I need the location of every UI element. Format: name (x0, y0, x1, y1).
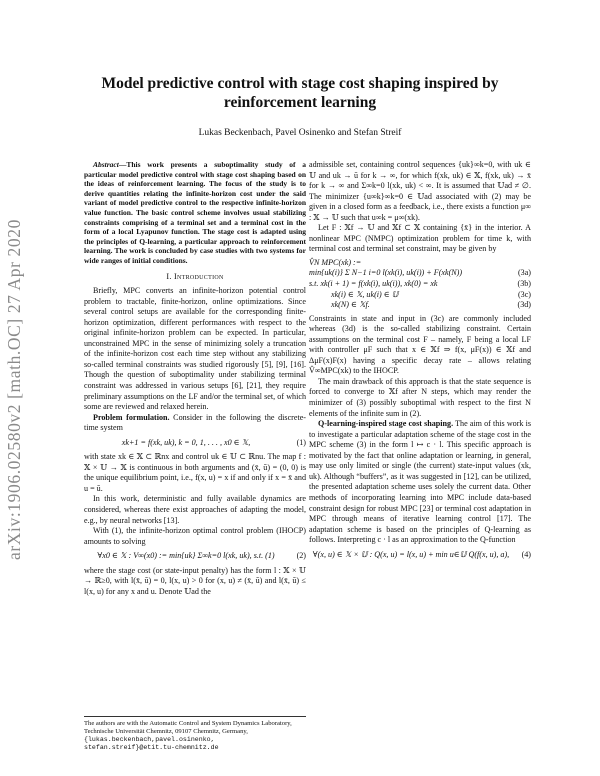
paragraph-text: The aim of this work is to investigate a particular adaptation scheme of the stage cost in the MPC scheme (3) in the form l ↦ c · l. This specific approach is motivated by the fact that online adaptation or learning, in general, may use only limited or single (the current) state-input values (xk, uk). Although “buffers”, as it was suggested in [12], can be utilized, the presented adaptation scheme uses solely the current data. Other methods of incorporating learning into MPC include data-based constraint design for robust MPC [23] or terminal cost adaptation in MPC through means of iterative learning control [17]. The adaptation scheme is based on the principles of Q-learning as follows. Interpreting c · l as an approximation to the Q-function (309, 419, 531, 545)
equation-body: ∀x0 ∈ 𝕏 : V∞(x0) := min{uk} Σ∞k=0 l(xk, uk), s.t. (1) (97, 551, 275, 561)
left-column (84, 160, 306, 597)
footnote-text: The authors are with the Automatic Control and System Dynamics Laboratory, Technische Universität Chemnitz, 09107 Chemnitz, Germany, (84, 720, 292, 735)
paragraph: Briefly, MPC converts an infinite-horizon potential control problem to tractable, finite-horizon, online optimizations. Since several control setups are available for the corresponding finite-horizon optimization, different performances with respect to the original infinite-horizon problem can be expected. In particular, unconstrained MPC in the sense of minimizing solely a truncation of the infinite-horizon cost each time step without any stabilizing so-called terminal constraints was studied rigorously [5], [9], [16]. Though the question of suboptimality under stabilizing terminal constraint was addressed in various setups [6], [21], they require preliminary assumptions on the LF and/or the terminal set, of which some are reviewed and relaxed herein. (84, 286, 306, 412)
equation-1 (84, 438, 306, 449)
equation-number: (3d) (517, 300, 531, 310)
abstract (84, 160, 306, 266)
paragraph: With (1), the infinite-horizon optimal control problem (IHOCP) amounts to solving (84, 526, 306, 546)
section-heading: I. Introduction (166, 271, 224, 281)
equation-line (309, 279, 531, 290)
equation-body: xk+1 = f(xk, uk), k = 0, 1, . . . , x0 ∈ 𝕏, (121, 437, 251, 447)
abstract-text: —This work presents a suboptimality study of a particular model predictive control with stage cost shaping based on the ideas of reinforcement learning. The focus of the study is to derive quantities relating the infinite-horizon cost under the said variant of model predictive control to the respective infinite-horizon value function. The basic control scheme involves usual stabilizing constraints comprising of a terminal set and a terminal cost in the form of a local Lyapunov function. The stage cost is adapted using the principles of Q-learning, a particular approach to reinforcement learning. The work is concluded by case studies with two systems for wide ranges of initial conditions. (84, 160, 306, 265)
paper-authors: Lukas Beckenbach, Pavel Osinenko and Stefan Streif (198, 128, 402, 138)
equation-head: V̂N MPC(xk) := (309, 257, 362, 267)
equation-body: min{uk(i)} Σ N−1 i=0 l(xk(i), uk(i)) + F(xk(N)) (309, 268, 463, 278)
arxiv-identifier: arXiv:1906.02580v2 [math.OC] 27 Apr 2020 (4, 219, 24, 560)
equation-line (309, 268, 531, 279)
equation-number: (3c) (517, 289, 531, 299)
equation-number: (3a) (517, 268, 531, 278)
paragraph: admissible set, containing control sequences {uk}∞k=0, with uk ∈ 𝕌 and uk → ū for k → ∞, for which f(xk, uk) ∈ 𝕏, f(xk, uk) → x̄ for k → ∞ and Σ∞k=0 l(xk, uk) < ∞. It is assumed that 𝕌ad ≠ ∅. The minimizer {u∞k}∞k=0 ∈ 𝕌ad associated with (2) may be given in a closed form as a feedback, i.e., there exists a function μ∞ : 𝕏 → 𝕌 such that u∞k = μ∞(xk). (309, 160, 531, 222)
paragraph (84, 413, 306, 434)
footnote (84, 716, 306, 752)
equation-number: (4) (521, 549, 531, 559)
paragraph: Constraints in state and input in (3c) are commonly included whereas (3d) is the so-called stabilizing constraint. Certain assumptions on the terminal cost F – namely, F being a local LF with controller μF such that x ∈ 𝕏f ⇒ f(x, μF(x)) ∈ 𝕏f and ΔμF(x)F(x) having a specific decay rate – allows relating V̂∞MPC(xk) to the IHOCP. (309, 313, 531, 376)
equation-4 (309, 550, 531, 561)
run-in-heading: Problem formulation. (93, 412, 170, 422)
paragraph (309, 419, 531, 546)
equation-line (309, 290, 531, 301)
equation-2 (84, 551, 306, 562)
equation-3 (309, 258, 531, 311)
equation-body: ∀(x, u) ∈ 𝕏 × 𝕌 : Q(x, u) = l(x, u) + min u∈𝕌 Q(f(x, u), a), (312, 549, 510, 559)
paragraph: Let F : 𝕏f → 𝕌 and 𝕏f ⊂ 𝕏 containing {x̄} in the interior. A nonlinear MPC (NMPC) optimization problem for time k, with terminal cost and terminal set constraint, may be given by (309, 223, 531, 254)
paragraph-text: Consider in the following the discrete-time system (84, 412, 306, 433)
equation-body: xk(N) ∈ 𝕏f. (331, 300, 370, 310)
equation-body: s.t. xk(i + 1) = f(xk(i), uk(i)), xk(0) = xk (309, 279, 438, 289)
paragraph: The main drawback of this approach is that the state sequence is forced to converge to 𝕏f after N steps, which may render the minimizer of (3) possibly suboptimal with respect to the first N elements of the infinite sum in (2). (309, 376, 531, 418)
equation-line (309, 300, 531, 311)
paper-title: Model predictive control with stage cost shaping inspired by reinforcement learning (101, 75, 499, 111)
paragraph: In this work, deterministic and fully available dynamics are considered, whereas there exist approaches of adapting the model, e.g., by neural networks [13]. (84, 494, 306, 525)
equation-number: (1) (296, 437, 306, 447)
paragraph: with state xk ∈ 𝕏 ⊂ ℝnx and control uk ∈ 𝕌 ⊂ ℝnu. The map f : 𝕏 × 𝕌 → 𝕏 is continuous in both arguments and (x̄, ū) = (0, 0) is the unique equilibrium point, i.e., f(x, u) = x if and only if x = x̄ and u = ū. (84, 452, 306, 493)
paragraph: where the stage cost (or state-input penalty) has the form l : 𝕏 × 𝕌 → ℝ≥0, with l(x̄, ū) = 0, l(x, u) > 0 for (x, u) ≠ (x̄, ū) and l(x̄, ū) ≤ l(x, u) for any x and u. Denote 𝕌ad the (84, 565, 306, 596)
equation-body: xk(i) ∈ 𝕏, uk(i) ∈ 𝕌 (331, 289, 399, 299)
equation-number: (3b) (517, 279, 531, 289)
run-in-heading: Q-learning-inspired stage cost shaping. (318, 419, 454, 429)
right-column (309, 160, 531, 564)
footnote-email: {lukas.beckenbach,pavel.osinenko, stefan.streif}@etit.tu-chemnitz.de (84, 736, 219, 751)
equation-number: (2) (296, 551, 306, 561)
abstract-label: Abstract (93, 160, 119, 169)
